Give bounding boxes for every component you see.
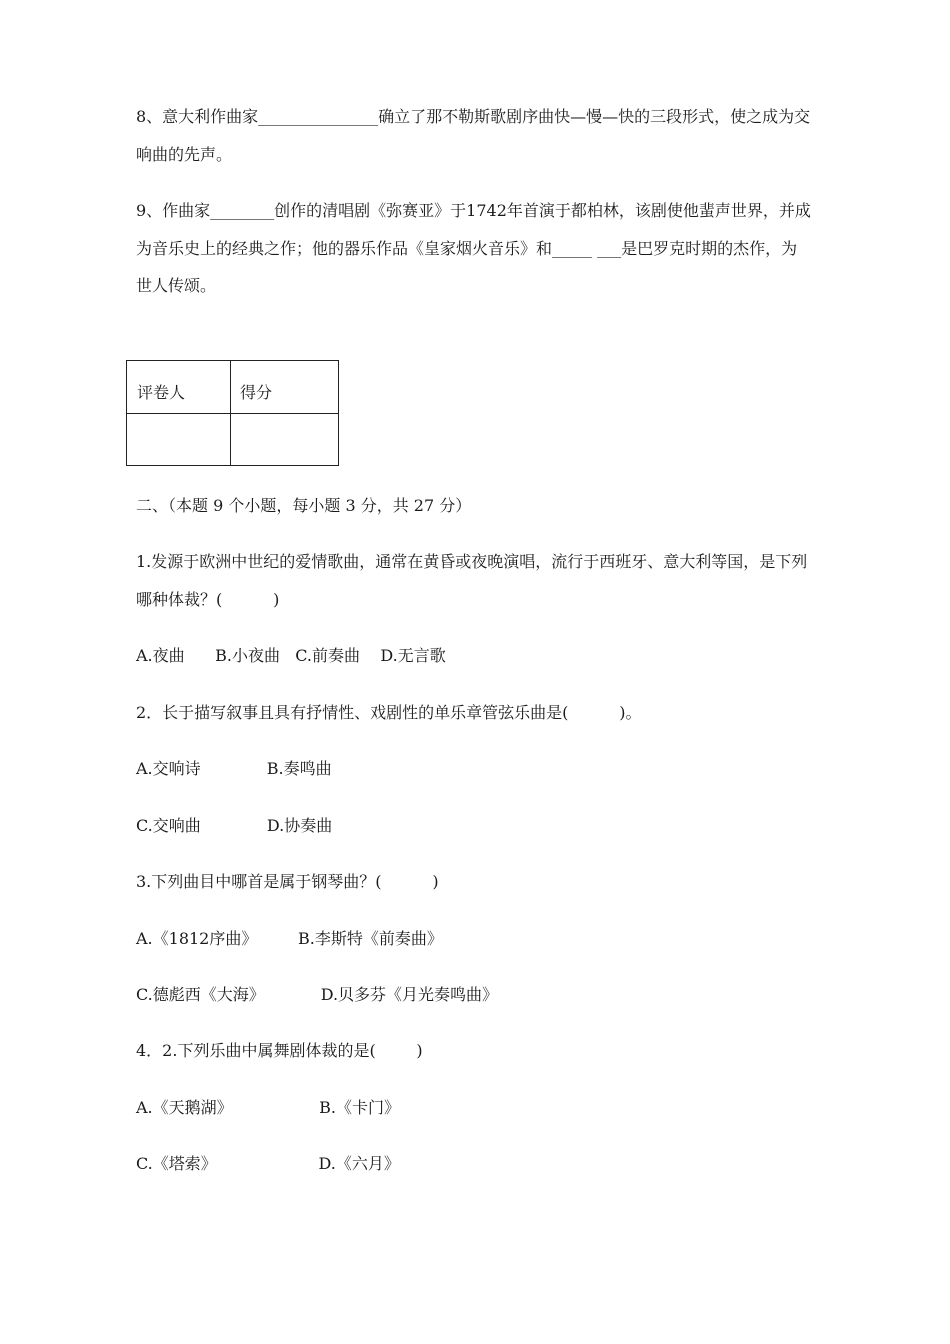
question-options: C.交响曲 D.协奏曲	[136, 816, 333, 835]
question-stem: 2．长于描写叙事且具有抒情性、戏剧性的单乐章管弦乐曲是( )。	[136, 703, 642, 722]
question-9-line-3: 世人传颂。	[136, 276, 217, 295]
question-options: A.交响诗 B.奏鸣曲	[136, 759, 332, 778]
question-9-line-1: 9、作曲家________创作的清唱剧《弥赛亚》于1742年首演于都柏林，该剧使他蜚声世界，并成	[136, 201, 811, 220]
section-2-heading: 二、（本题 9 个小题，每小题 3 分，共 27 分）	[136, 496, 472, 515]
question-options: C.《塔索》 D.《六月》	[136, 1154, 400, 1173]
table-divider-horizontal	[127, 413, 338, 414]
question-options: A.《天鹅湖》 B.《卡门》	[136, 1098, 400, 1117]
question-stem: 1.发源于欧洲中世纪的爱情歌曲，通常在黄昏或夜晚演唱，流行于西班牙、意大利等国，是下列	[136, 552, 808, 571]
score-table	[126, 360, 339, 466]
question-stem: 哪种体裁？( )	[136, 590, 280, 609]
question-stem: 3.下列曲目中哪首是属于钢琴曲？( )	[136, 872, 439, 891]
question-options: C.德彪西《大海》 D.贝多芬《月光奏鸣曲》	[136, 985, 499, 1004]
question-8-line-2: 响曲的先声。	[136, 145, 233, 164]
score-label: 得分	[240, 383, 273, 402]
question-8-line-1: 8、意大利作曲家_______________确立了那不勒斯歌剧序曲快—慢—快的三段形式，使之成为交	[136, 107, 811, 126]
question-stem: 4．2.下列乐曲中属舞剧体裁的是( )	[136, 1041, 423, 1060]
question-9-line-2: 为音乐史上的经典之作；他的器乐作品《皇家烟火音乐》和_____ ___是巴罗克时期的杰作，为	[136, 239, 798, 258]
question-options: A.夜曲 B.小夜曲 C.前奏曲 D.无言歌	[136, 646, 446, 665]
question-options: A.《1812序曲》 B.李斯特《前奏曲》	[136, 929, 443, 948]
reviewer-label: 评卷人	[137, 383, 186, 402]
